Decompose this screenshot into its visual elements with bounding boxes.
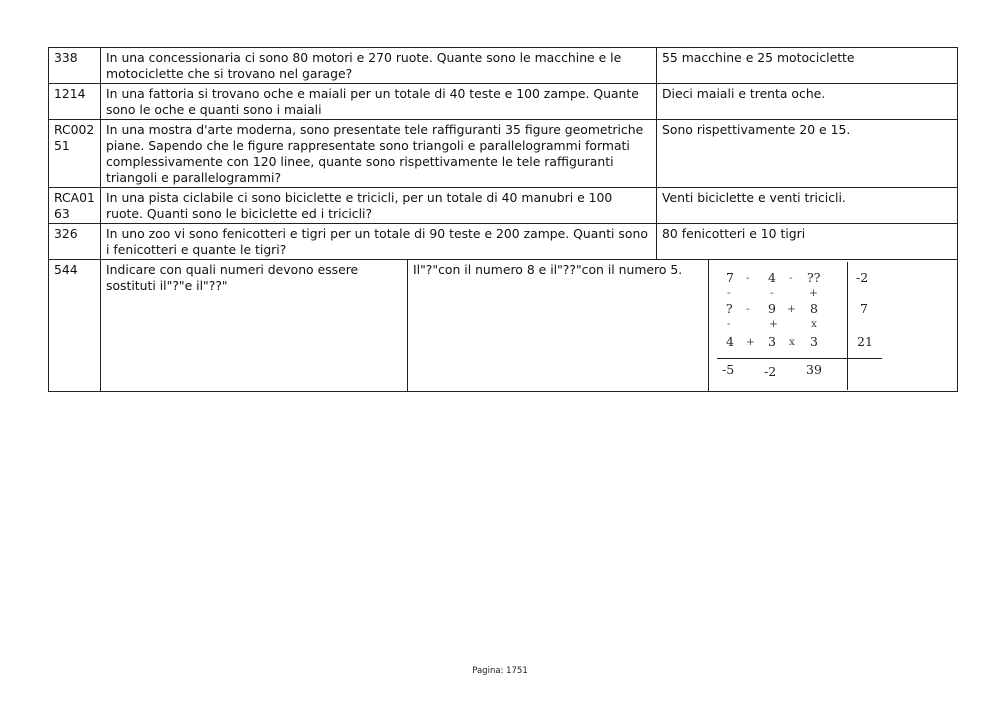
puzzle-cell: 4 <box>768 270 776 285</box>
puzzle-cell: 9 <box>768 301 776 316</box>
table-row <box>49 48 958 84</box>
puzzle-row-total: 21 <box>857 334 873 349</box>
puzzle-column-total: -2 <box>764 364 777 379</box>
document-page <box>48 47 957 392</box>
table-row <box>49 120 958 188</box>
questions-table <box>48 47 958 392</box>
row-question: In una fattoria si trovano oche e maiali per un totale di 40 teste e 100 zampe. Quante sono le oche e quanti sono i maiali <box>101 84 657 120</box>
row-id: 1214 <box>49 84 101 120</box>
row-id: 544 <box>49 260 101 392</box>
puzzle-cell: 3 <box>810 334 818 349</box>
row-question: In una mostra d'arte moderna, sono presentate tele raffiguranti 35 figure geometriche piane. Sapendo che le figure rappresentate sono triangoli e parallelogrammi formati complessivamente con 120 linee, quante sono rispettivamente le tele raffiguranti triangoli e parallelogrammi? <box>101 120 657 188</box>
row-answer: 55 macchine e 25 motociclette <box>657 48 958 84</box>
puzzle-operator: - <box>727 318 731 330</box>
table-row <box>49 188 958 224</box>
puzzle-operator: - <box>770 287 774 299</box>
row-question: In una pista ciclabile ci sono biciclette e tricicli, per un totale di 40 manubri e 100 ruote. Quanti sono le biciclette ed i tricicli? <box>101 188 657 224</box>
table-row <box>49 224 958 260</box>
puzzle-unknown: ?? <box>807 270 821 285</box>
puzzle-operator: + <box>769 318 778 330</box>
puzzle-cell: 4 <box>726 334 734 349</box>
puzzle-operator: x <box>789 336 795 348</box>
row-answer: 80 fenicotteri e 10 tigri <box>657 224 958 260</box>
row-answer: Dieci maiali e trenta oche. <box>657 84 958 120</box>
puzzle-operator: - <box>789 272 793 284</box>
puzzle-cell: 8 <box>810 301 818 316</box>
number-grid-puzzle <box>709 260 958 398</box>
puzzle-cell: 7 <box>726 270 734 285</box>
row-question: In uno zoo vi sono fenicotteri e tigri per un totale di 90 teste e 200 zampe. Quanti sono i fenicotteri e quante le tigri? <box>101 224 657 260</box>
row-question: In una concessionaria ci sono 80 motori e 270 ruote. Quante sono le macchine e le motociclette che si trovano nel garage? <box>101 48 657 84</box>
row-id: 326 <box>49 224 101 260</box>
table-row <box>49 84 958 120</box>
puzzle-vertical-rule <box>847 262 848 390</box>
puzzle-column-total: 39 <box>806 362 822 377</box>
row-id: 338 <box>49 48 101 84</box>
row-id: RCA0163 <box>49 188 101 224</box>
puzzle-operator: - <box>746 272 750 284</box>
puzzle-operator: + <box>809 287 818 299</box>
row-answer: Il"?"con il numero 8 e il"??"con il numero 5. <box>408 260 709 392</box>
table-row <box>49 260 958 392</box>
puzzle-column-total: -5 <box>722 362 735 377</box>
puzzle-row-total: -2 <box>856 270 869 285</box>
page-number: Pagina: 1751 <box>472 666 528 676</box>
puzzle-row-total: 7 <box>860 301 868 316</box>
puzzle-operator: - <box>746 303 750 315</box>
puzzle-horizontal-rule <box>717 358 882 359</box>
puzzle-operator: + <box>746 336 755 348</box>
puzzle-operator: x <box>811 318 817 330</box>
puzzle-unknown: ? <box>726 301 733 316</box>
puzzle-operator: + <box>787 303 796 315</box>
row-id: RC00251 <box>49 120 101 188</box>
puzzle-operator: - <box>727 287 731 299</box>
row-question: Indicare con quali numeri devono essere sostituti il"?"e il"??" <box>101 260 408 392</box>
puzzle-cell: 3 <box>768 334 776 349</box>
row-answer: Sono rispettivamente 20 e 15. <box>657 120 958 188</box>
row-answer: Venti biciclette e venti tricicli. <box>657 188 958 224</box>
puzzle-figure-cell <box>709 260 958 392</box>
